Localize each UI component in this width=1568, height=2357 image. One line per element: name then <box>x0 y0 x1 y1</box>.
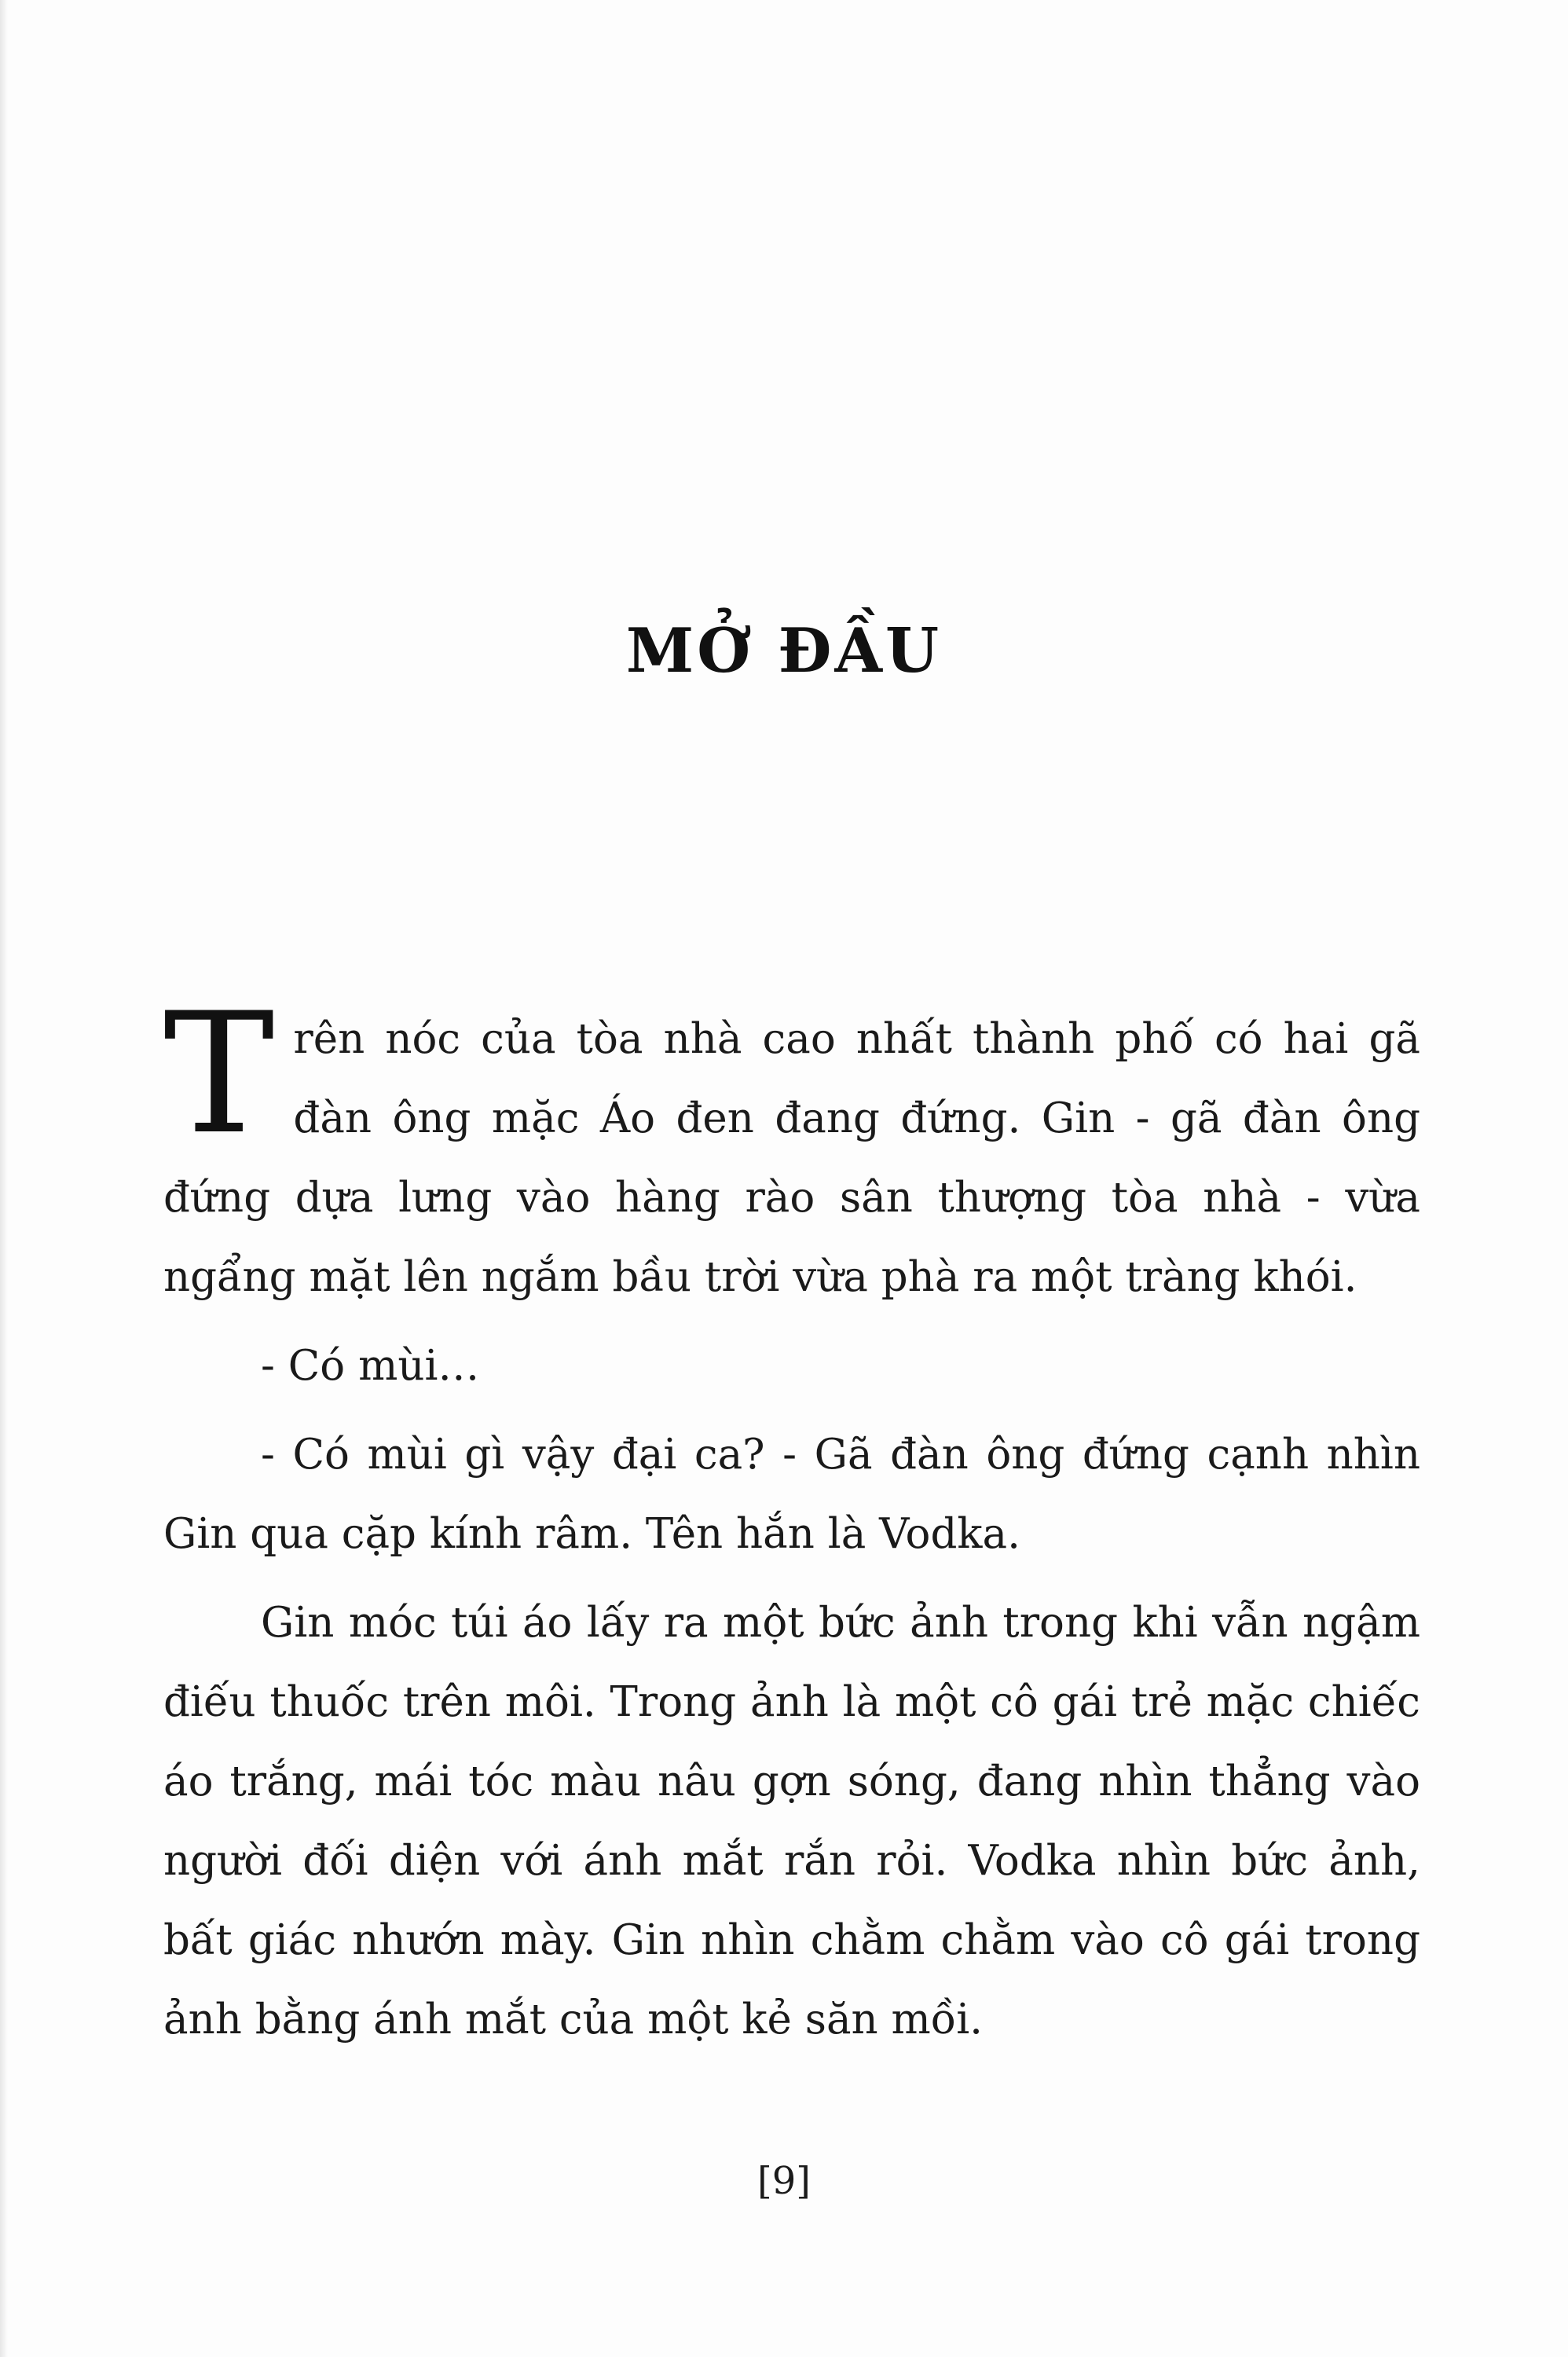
paragraph-opening <box>163 977 1420 1317</box>
paragraph-dialogue-2: - Có mùi gì vậy đại ca? - Gã đàn ông đứng cạnh nhìn Gin qua cặp kính râm. Tên hắn là Vodka. <box>163 1431 1420 1558</box>
paragraph-opening-text: rên nóc của tòa nhà cao nhất thành phố có hai gã đàn ông mặc Áo đen đang đứng. Gin - gã đàn ông đứng dựa lưng vào hàng rào sân thượng tòa nhà - vừa ngẩng mặt lên ngắm bầu trời vừa phà ra một tràng khói. <box>163 1015 1420 1301</box>
paragraph-photo: Gin móc túi áo lấy ra một bức ảnh trong khi vẫn ngậm điếu thuốc trên môi. Trong ảnh là một cô gái trẻ mặc chiếc áo trắng, mái tóc màu nâu gợn sóng, đang nhìn thẳng vào người đối diện với ánh mắt rắn rỏi. Vodka nhìn bức ảnh, bất giác nhướn mày. Gin nhìn chằm chằm vào cô gái trong ảnh bằng ánh mắt của một kẻ săn mồi. <box>163 1599 1420 2044</box>
page-number: [9] <box>757 2159 811 2203</box>
paragraph-dialogue-1: - Có mùi… <box>261 1342 480 1390</box>
page-edge-shadow <box>0 0 8 2357</box>
chapter-title: MỞ ĐẦU <box>625 615 943 687</box>
drop-cap: T <box>163 977 275 1171</box>
chapter-body <box>163 977 1420 2069</box>
